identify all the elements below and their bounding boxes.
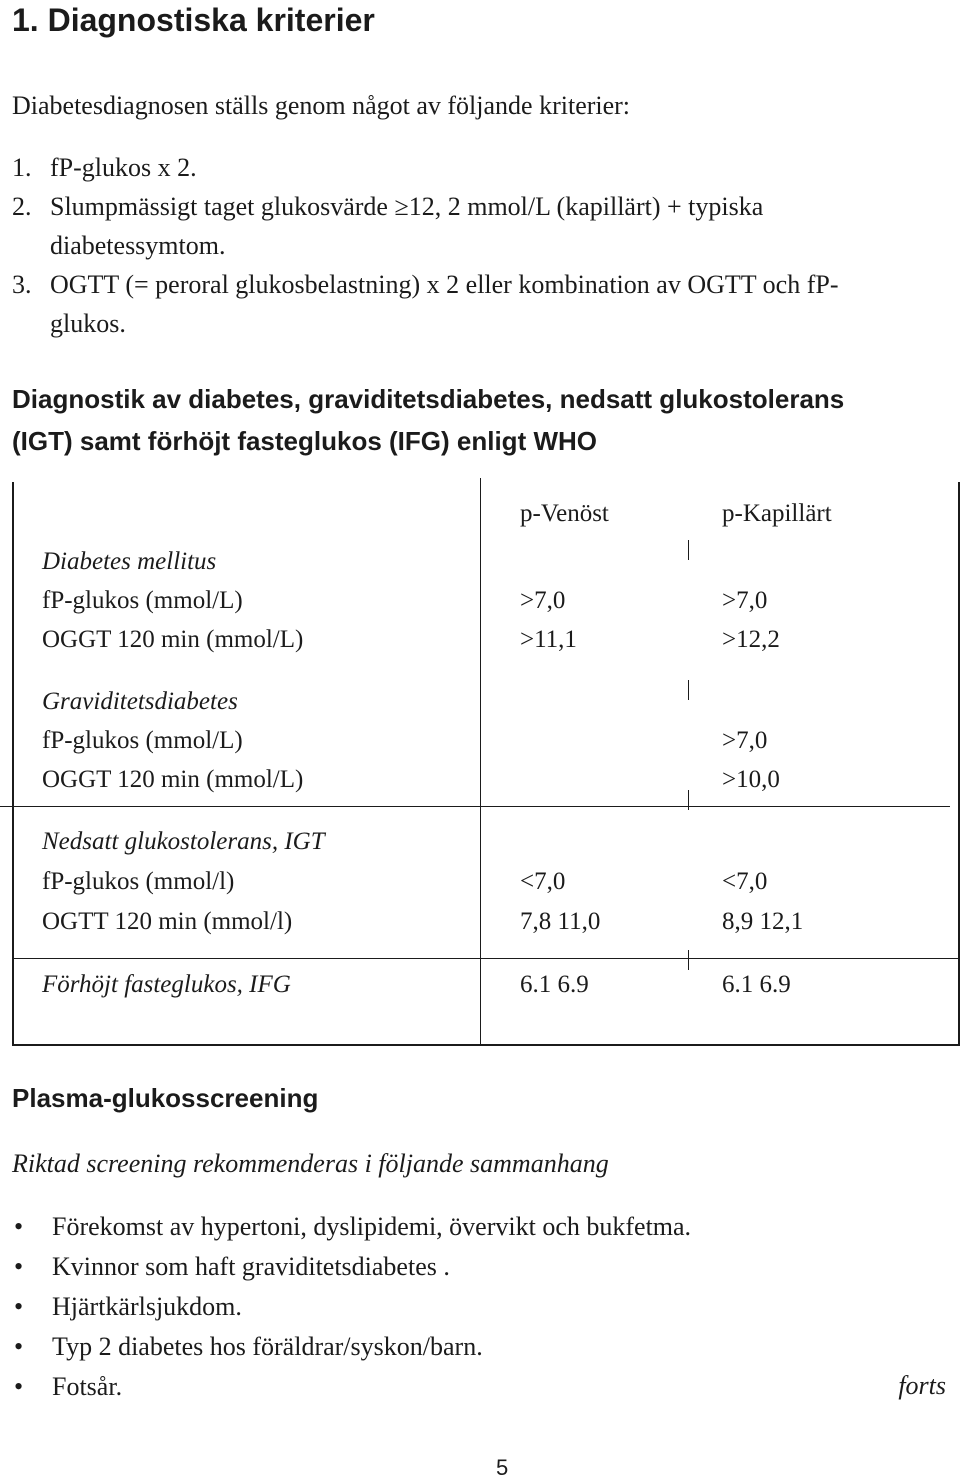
row-label: OGGT 120 min (mmol/L) [42,766,304,793]
table-divider [12,958,960,959]
row-label: fP-glukos (mmol/L) [42,587,243,614]
row-label: fP-glukos (mmol/L) [42,727,243,754]
criteria-text: fP-glukos x 2. [50,153,197,182]
value-cell: >7,0 [520,587,566,614]
screening-list [12,1207,952,1407]
criteria-item [12,148,912,187]
table-divider [0,806,950,807]
section-title-igt: Nedsatt glukostolerans, IGT [42,828,325,855]
value-cell: >7,0 [722,587,768,614]
list-item [12,1207,952,1247]
criteria-item [12,187,912,265]
row-label: fP-glukos (mmol/l) [42,868,235,895]
list-item-text: Typ 2 diabetes hos föräldrar/syskon/barn. [52,1332,483,1361]
value-cell: >12,2 [722,626,780,653]
value-cell: 6.1 6.9 [722,971,791,998]
column-header-venost: p-Venöst [520,500,609,527]
list-item-text: Hjärtkärlsjukdom. [52,1292,242,1321]
bullet-icon: • [14,1212,24,1241]
value-cell: <7,0 [520,868,566,895]
row-label: OGTT 120 min (mmol/l) [42,908,293,935]
value-cell: 8,9 12,1 [722,908,804,935]
bullet-icon: • [14,1372,24,1401]
criteria-number: 1. [12,153,32,182]
bullet-icon: • [14,1332,24,1361]
criteria-text: Slumpmässigt taget glukosvärde ≥12, 2 mmol/L (kapillärt) + typiska diabetessymtom. [50,192,764,260]
criteria-text: OGTT (= peroral glukosbelastning) x 2 eller kombination av OGTT och fP-glukos. [50,270,839,338]
value-cell: 6.1 6.9 [520,971,589,998]
section-title-diabetes: Diabetes mellitus [42,548,217,575]
criteria-number: 2. [12,192,32,221]
column-header-kapillart: p-Kapillärt [722,500,832,527]
list-item [12,1247,952,1287]
section-title-gravid: Graviditetsdiabetes [42,688,238,715]
criteria-number: 3. [12,270,32,299]
value-cell: >7,0 [722,727,768,754]
value-cell: <7,0 [722,868,768,895]
bullet-icon: • [14,1292,24,1321]
section-title-ifg: Förhöjt fasteglukos, IFG [42,971,291,998]
list-item-text: Kvinnor som haft graviditetsdiabetes . [52,1252,450,1281]
value-cell: >10,0 [722,766,780,793]
list-item-text: Fotsår. [52,1372,123,1401]
criteria-item [12,265,912,343]
bullet-icon: • [14,1252,24,1281]
table-divider [480,478,481,1044]
list-item-text: Förekomst av hypertoni, dyslipidemi, övervikt och bukfetma. [52,1212,692,1241]
value-cell: 7,8 11,0 [520,908,601,935]
page-title: 1. Diagnostiska kriterier [12,2,375,38]
page-number: 5 [496,1455,509,1480]
list-item [12,1327,952,1367]
table-subtitle: Diagnostik av diabetes, graviditetsdiabetes, nedsatt glukostolerans (IGT) samt förhöjt fasteglukos (IFG) enligt WHO [12,384,845,456]
intro-text: Diabetesdiagnosen ställs genom något av följande kriterier: [12,91,631,120]
list-item [12,1287,952,1327]
table-divider [688,680,689,700]
table-divider [688,790,689,810]
criteria-list [12,148,912,343]
continued-label: forts [898,1371,946,1400]
screening-intro: Riktad screening rekommenderas i följande sammanhang [12,1149,609,1178]
row-label: OGGT 120 min (mmol/L) [42,626,304,653]
screening-heading: Plasma-glukosscreening [12,1083,319,1113]
table-divider [688,950,689,970]
list-item [12,1367,952,1407]
value-cell: >11,1 [520,626,577,653]
table-divider [688,540,689,560]
